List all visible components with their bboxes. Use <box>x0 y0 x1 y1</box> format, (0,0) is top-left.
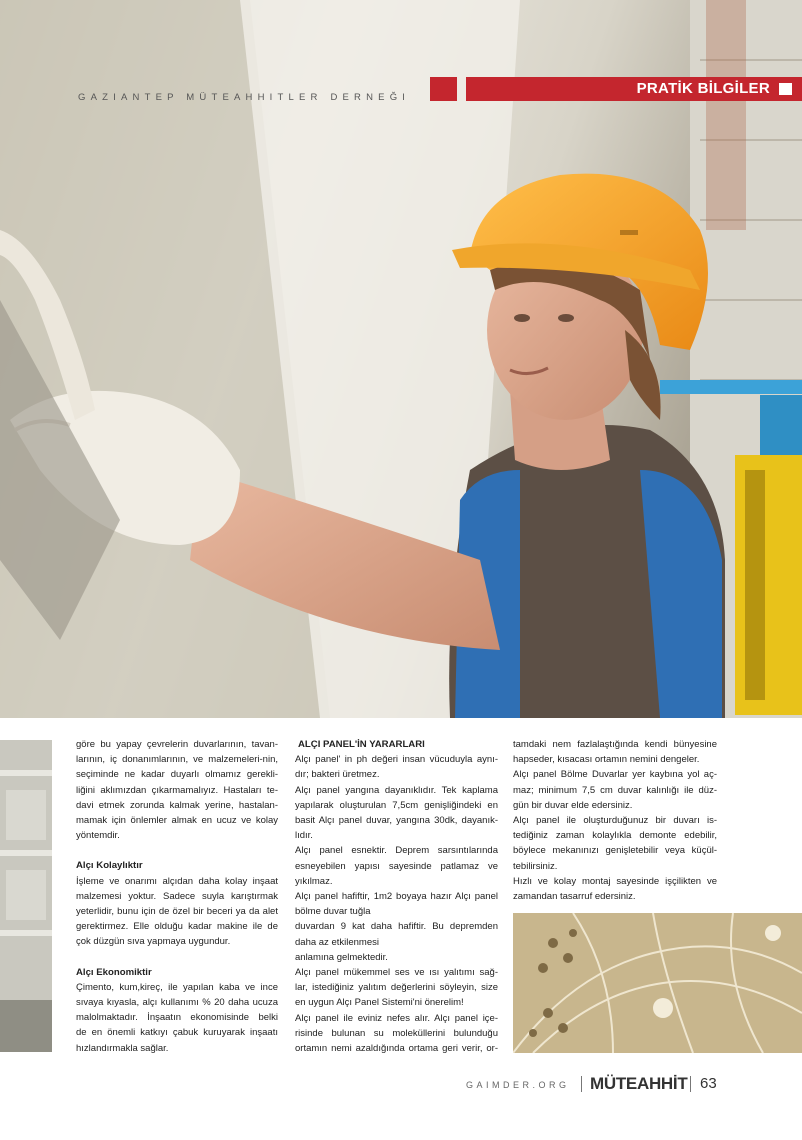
text-line: Alçı panel esnektir. Deprem sarsıntılarında <box>295 845 498 857</box>
text-line: zamandan tasarruf edersiniz. <box>513 891 636 903</box>
text-line: risinde bulunan su moleküllerini bulunduğu <box>295 1027 498 1039</box>
footer-divider <box>690 1076 691 1092</box>
kolay-paragraph <box>76 874 278 950</box>
text-line: Alçı panel Bölme Duvarlar yer kaybına yol aç- <box>513 769 717 781</box>
text-line: lar, istediğiniz yalıtım değerlerini söyleyin, size <box>295 982 498 994</box>
text-line: Alçı panel ile oluşturduğunuz bir duvarı is- <box>513 815 717 827</box>
text-line: basit Alçı panel duvar, yangına 30dk, dayanık- <box>295 815 498 827</box>
text-line: duvardan 9 kat daha hafiftir. Bu depremden <box>295 921 498 933</box>
col2-paragraphs <box>295 752 498 1056</box>
text-line: Çimento, kum,kireç, ile yapılan kaba ve ince <box>76 981 278 993</box>
text-line: bölme duvar tuğla <box>295 906 371 918</box>
text-line: tebilirsiniz. <box>513 860 558 872</box>
text-line: tediğiniz zaman kolaylıkla demonte edebilir, <box>513 830 717 842</box>
text-line: de en önemli katkıyı çabuk kuruyarak inşaatı <box>76 1027 278 1039</box>
text-line: Alçı panel' in ph değeri insan vücuduyla aynı- <box>295 754 498 766</box>
text-line: liğini aklımızdan çıkarmamalıyız. Hastaları te- <box>76 784 278 796</box>
text-line: hapseder, kısacası ortamın nemini dengeler. <box>513 754 700 766</box>
ornate-ceiling-photo <box>513 913 802 1053</box>
footer-divider <box>581 1076 582 1092</box>
text-line: böylece mekanınızı genişletebilir veya küçül- <box>513 845 717 857</box>
text-line: en uygun Alçı Panel Sistemi'ni önerelim! <box>295 997 464 1009</box>
red-accent-block <box>430 77 457 101</box>
page-number: 63 <box>700 1075 717 1092</box>
text-line: göre bu yapay çevrelerin duvarlarının, tavan- <box>76 739 278 750</box>
text-line: yeterlidir, bunu için de özel bir beceri ya da alet <box>76 906 278 918</box>
side-strip-illustration <box>0 740 52 1052</box>
text-line: Alçı panel hafiftir, 1m2 boyaya hazır Alçı panel <box>295 891 498 903</box>
text-line: İşleme ve onarımı alçıdan daha kolay inşaat <box>76 875 278 887</box>
text-line: anlamına gelmektedir. <box>295 951 388 963</box>
text-line: daha az etkilenmesi <box>295 936 379 948</box>
text-line: davi etmek zorunda kalmak yerine, hastalan- <box>76 799 278 811</box>
text-line: hızlandırmakla sağlar. <box>76 1042 169 1054</box>
text-line: tamdaki nem fazlalaştığında kendi bünyesine <box>513 739 717 750</box>
text-line: malzemesi yoktur. Sadece suyla karıştırmak <box>76 890 278 902</box>
text-line: yöntemdir. <box>76 830 120 842</box>
org-name: GAZIANTEP MÜTEAHHITLER DERNEĞI <box>78 92 411 103</box>
text-line: maz; minimum 7,5 cm duvar kalınlığı ile düz- <box>513 784 717 796</box>
text-line: Alçı panel mükemmel ses ve ısı yalıtımı sağ- <box>295 967 498 979</box>
heading-alci-ekonomik: Alçı Ekonomiktir <box>76 966 152 978</box>
column-1 <box>76 737 278 1056</box>
heading-alci-panel-yararlari: ALÇI PANEL'İN YARARLARI <box>298 739 425 750</box>
column-2 <box>295 737 498 1056</box>
text-line: esneyebilen yapısı sayesinde patlamaz ve <box>295 860 498 872</box>
section-label: PRATİK BİLGİLER <box>636 80 770 97</box>
ceiling-illustration <box>513 913 802 1053</box>
section-bar <box>466 77 802 101</box>
footer-brand: MÜTEAHHİT <box>590 1074 688 1093</box>
text-line: gün bir duvar elde edersiniz. <box>513 799 633 811</box>
text-line: larının, iç donanımlarının, ve malzemeleri-nin, <box>76 754 278 766</box>
heading-alci-kolaylik: Alçı Kolaylıktır <box>76 860 143 872</box>
text-line: yapılarak oluşturulan 7,5cm genişliğindeki en <box>295 799 498 811</box>
text-line: çok düzgün sıva yapmaya uygundur. <box>76 936 231 948</box>
square-icon <box>779 83 792 95</box>
text-line: mamak için önlemler almak en ucuz ve kolay <box>76 815 278 827</box>
text-line: dır; bakteri üretmez. <box>295 769 380 781</box>
text-line: yıkılmaz. <box>295 875 333 887</box>
text-line: lıdır. <box>295 830 313 842</box>
col3-paragraphs <box>513 737 717 904</box>
text-line: seçiminde ne kadar duyarlı olmamız gerekli- <box>76 769 278 781</box>
footer-site: GAIMDER.ORG <box>466 1080 570 1090</box>
text-line: Alçı panel ile eviniz nefes alır. Alçı panel içe- <box>295 1012 498 1024</box>
text-line: malolmaktadır. İnşaatın ekonomisinde belki <box>76 1012 278 1024</box>
text-line: sıvaya kıyasla, alçı kullanımı % 20 daha ucuza <box>76 997 278 1009</box>
text-line: Hızlı ve kolay montaj sayesinde işçilikten ve <box>513 875 717 887</box>
text-line: gerektirmez. Elle olduğu kadar makine ile de <box>76 921 278 933</box>
text-line: Alçı panel yangına dayanıklıdır. Tek kaplama <box>295 784 498 796</box>
intro-paragraph <box>76 737 278 843</box>
ekonomik-paragraph <box>76 980 278 1056</box>
column-3 <box>513 737 717 904</box>
text-line: ortamın nemi azaldığında ortama geri verir, or- <box>295 1043 498 1055</box>
side-photo-strip <box>0 740 52 1052</box>
footer <box>0 1073 802 1093</box>
